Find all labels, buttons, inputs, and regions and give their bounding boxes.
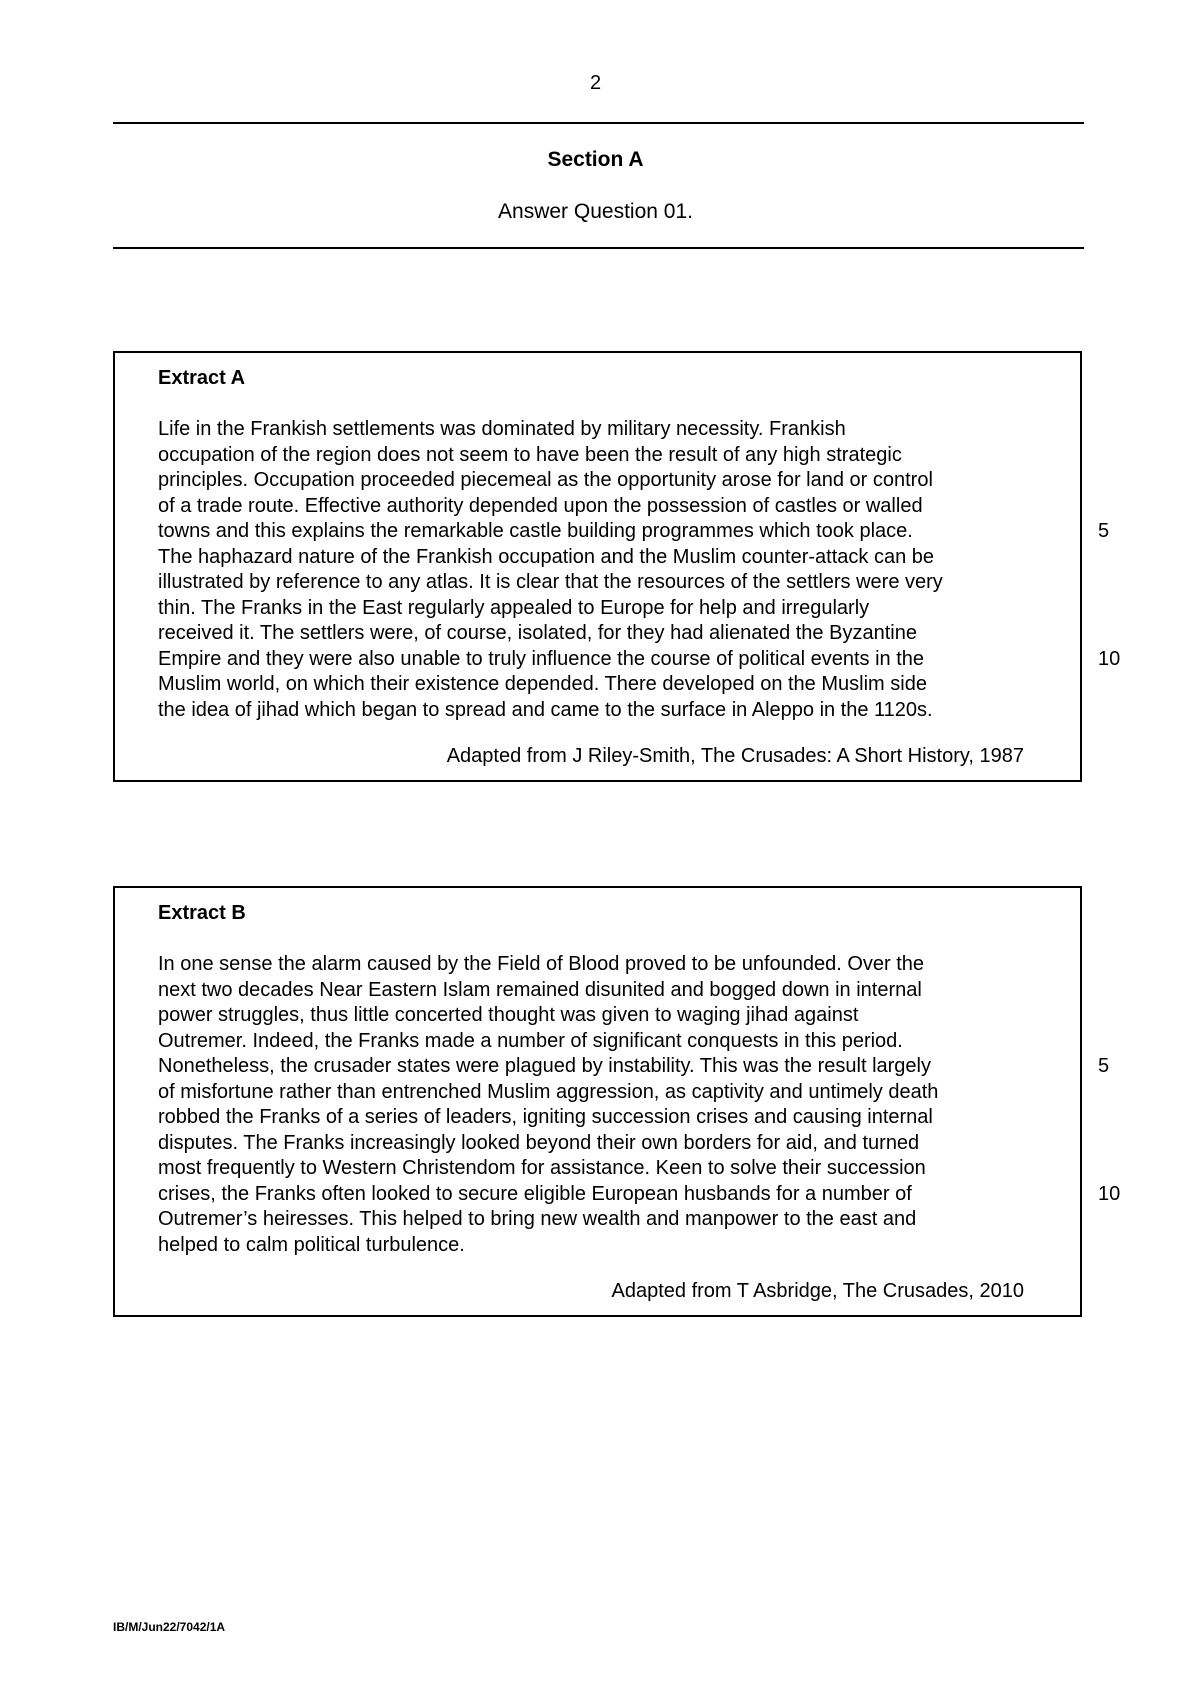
extract-line: the idea of jihad which began to spread and came to the surface in Aleppo in the 1120s. [158, 698, 933, 721]
extract-line: illustrated by reference to any atlas. It is clear that the resources of the settlers were very [158, 571, 943, 593]
extract-a-text [158, 417, 1121, 723]
footer-code: IB/M/Jun22/7042/1A [113, 1620, 226, 1634]
extract-line: principles. Occupation proceeded piecemeal as the opportunity arose for land or control [158, 469, 933, 491]
extract-line: Life in the Frankish settlements was dominated by military necessity. Frankish [158, 418, 846, 440]
extract-b-text [158, 952, 1121, 1258]
extract-line: disputes. The Franks increasingly looked beyond their own borders for aid, and turned [158, 1131, 920, 1154]
line-number: 5 [1098, 520, 1110, 542]
extract-line: Outremer’s heiresses. This helped to bring new wealth and manpower to the east and [158, 1208, 917, 1230]
extract-line: thin. The Franks in the East regularly appealed to Europe for help and irregularly [158, 596, 870, 619]
extract-a-source: Adapted from J Riley-Smith, The Crusades: A Short History, 1987 [446, 745, 1024, 767]
extract-a-title: Extract A [158, 367, 246, 389]
extract-line: Empire and they were also unable to truly influence the course of political events in the 10 [158, 647, 1038, 673]
extract-line: Nonetheless, the crusader states were plagued by instability. This was the result largely 5 [158, 1054, 1038, 1080]
section-instruction: Answer Question 01. [498, 200, 693, 223]
line-number: 10 [1098, 647, 1121, 670]
extract-line: Muslim world, on which their existence depended. There developed on the Muslim side [158, 673, 927, 695]
extract-line: towns and this explains the remarkable castle building programmes which took place. 5 [158, 519, 1038, 545]
extract-a-box [113, 351, 1121, 782]
section-title: Section A [547, 148, 644, 171]
line-number: 5 [1098, 1055, 1110, 1077]
extract-line: crises, the Franks often looked to secure eligible European husbands for a number of 10 [158, 1182, 1038, 1208]
page-number: 2 [589, 72, 602, 94]
top-divider [113, 122, 1084, 124]
extract-line: occupation of the region does not seem to have been the result of any high strategic [158, 443, 902, 466]
extract-b-title: Extract B [158, 902, 246, 924]
extract-line: robbed the Franks of a series of leaders, igniting succession crises and causing internal [158, 1106, 933, 1128]
extract-b-source: Adapted from T Asbridge, The Crusades, 2010 [611, 1280, 1024, 1302]
extract-line: of misfortune rather than entrenched Muslim aggression, as captivity and untimely death [158, 1080, 939, 1103]
extract-line: Outremer. Indeed, the Franks made a number of significant conquests in this period. [158, 1029, 903, 1052]
extract-line: of a trade route. Effective authority depended upon the possession of castles or walled [158, 494, 923, 517]
extract-line: In one sense the alarm caused by the Field of Blood proved to be unfounded. Over the [158, 953, 925, 975]
extract-line: next two decades Near Eastern Islam remained disunited and bogged down in internal [158, 978, 922, 1001]
extract-line: power struggles, thus little concerted thought was given to waging jihad against [158, 1004, 859, 1026]
extract-line: helped to calm political turbulence. [158, 1233, 465, 1256]
extract-line: most frequently to Western Christendom for assistance. Keen to solve their succession [158, 1157, 926, 1179]
extract-line: received it. The settlers were, of course, isolated, for they had alienated the Byzantine [158, 622, 917, 644]
extract-b-box [113, 886, 1121, 1317]
extract-line: The haphazard nature of the Frankish occupation and the Muslim counter-attack can be [158, 545, 935, 568]
line-number: 10 [1098, 1182, 1121, 1205]
bottom-divider [113, 247, 1084, 249]
